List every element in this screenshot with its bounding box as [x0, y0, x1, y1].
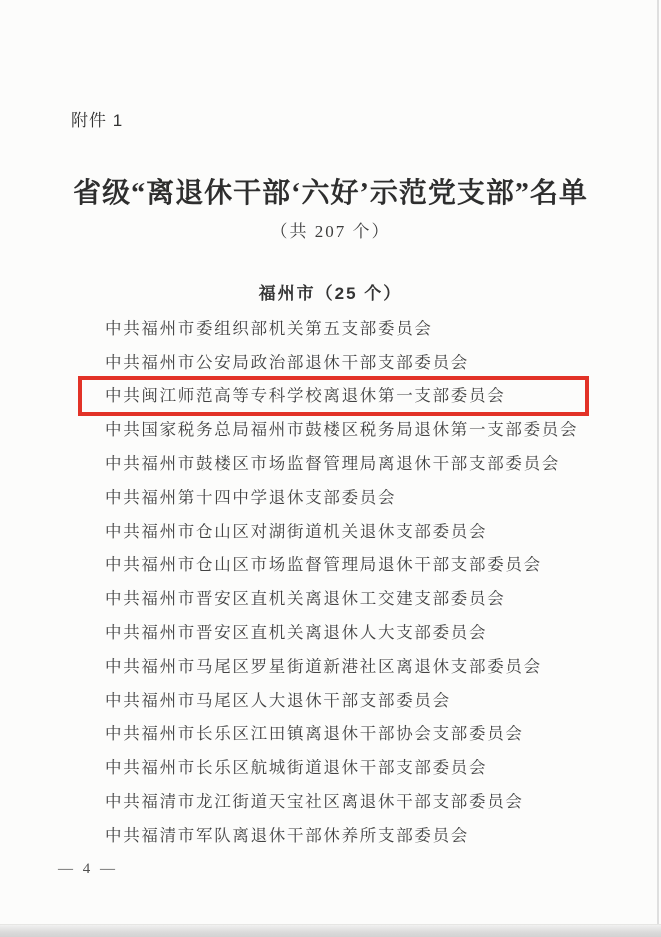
list-item: 中共福清市龙江街道天宝社区离退休干部支部委员会: [105, 792, 524, 812]
list-item-highlighted: 中共闽江师范高等专科学校离退休第一支部委员会: [105, 378, 621, 412]
attachment-label: 附件 1: [71, 111, 124, 130]
list-item: 中共福州市仓山区对湖街道机关退休支部委员会: [105, 521, 488, 541]
list-item: 中共福州市仓山区市场监督管理局退休干部支部委员会: [105, 555, 542, 575]
list-item: 中共福州市马尾区罗星街道新港社区离退休支部委员会: [105, 656, 542, 676]
list-item: 中共福州市长乐区航城街道退休干部支部委员会: [105, 758, 488, 778]
document-title: 省级“离退休干部‘六好’示范党支部”名单: [73, 178, 588, 209]
scan-edge-bottom: [0, 924, 661, 937]
list-item: 中共福州市公安局政治部退休干部支部委员会: [105, 352, 469, 372]
branch-list: [105, 310, 621, 851]
list-item: 中共福州市晋安区直机关离退休工交建支部委员会: [105, 589, 506, 609]
list-item: 中共福州市鼓楼区市场监督管理局离退休干部支部委员会: [105, 454, 560, 474]
page-number: — 4 —: [58, 861, 118, 877]
total-count-note: （共 207 个）: [270, 222, 391, 241]
scan-edge-right: [657, 0, 659, 937]
list-item: 中共福州市长乐区江田镇离退休干部协会支部委员会: [105, 724, 524, 744]
list-item: 中共国家税务总局福州市鼓楼区税务局退休第一支部委员会: [105, 420, 579, 440]
section-heading-fuzhou: 福州市（25 个）: [258, 284, 403, 303]
list-item: 中共福州市马尾区人大退休干部支部委员会: [105, 690, 451, 710]
list-item: 中共福清市军队离退休干部休养所支部委员会: [105, 825, 469, 845]
list-item: 中共福州市委组织部机关第五支部委员会: [105, 318, 433, 338]
list-item: 中共福州第十四中学退休支部委员会: [105, 487, 397, 507]
list-item: 中共福州市晋安区直机关离退休人大支部委员会: [105, 623, 488, 643]
